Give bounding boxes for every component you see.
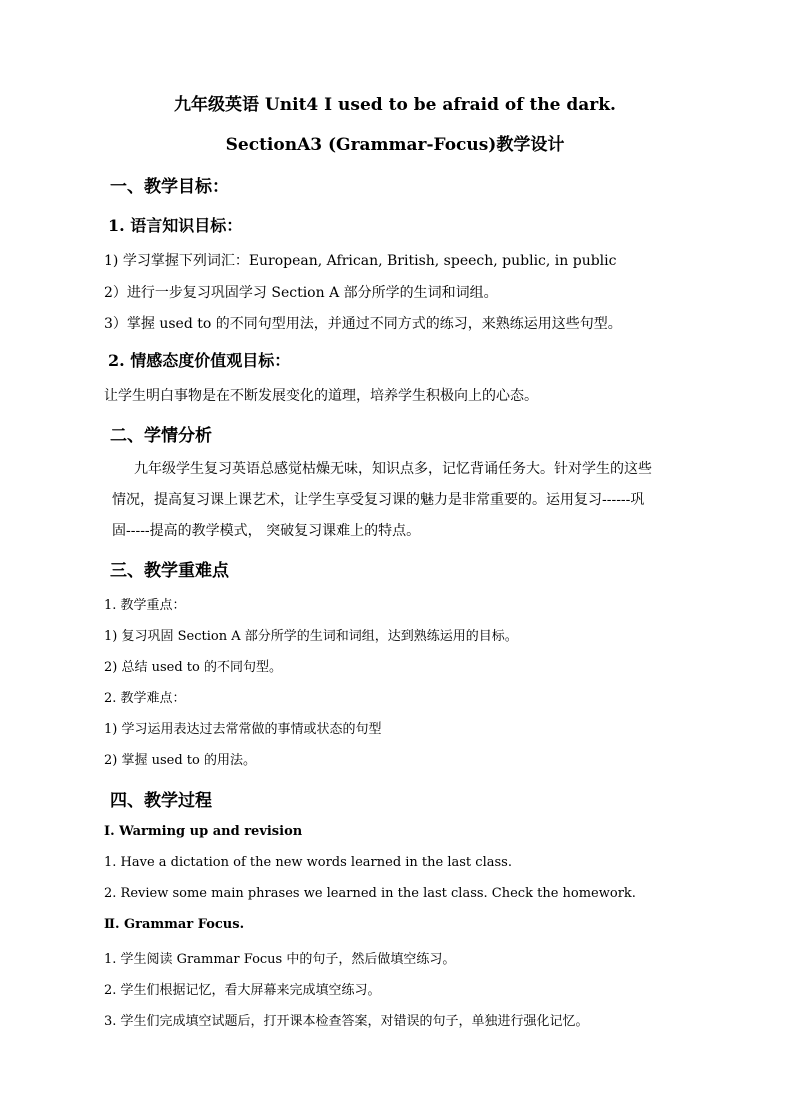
key-point-line: 2) 总结 used to 的不同句型。 xyxy=(104,660,282,675)
section-heading-key-points: 三、教学重难点 xyxy=(110,561,229,581)
process-step-line: 2. Review some main phrases we learned in the last class. Check the homework. xyxy=(104,886,636,901)
section-heading-student-analysis: 二、学情分析 xyxy=(110,426,212,446)
key-point-line: 1) 学习运用表达过去常常做的事情或状态的句型 xyxy=(104,722,382,737)
process-step-line: 1. 学生阅读 Grammar Focus 中的句子，然后做填空练习。 xyxy=(104,952,456,967)
subheading-language-objectives: 1. 语言知识目标： xyxy=(108,216,243,235)
process-step-line: 3. 学生们完成填空试题后，打开课本检查答案，对错误的句子，单独进行强化记忆。 xyxy=(104,1014,589,1029)
process-step-line: 1. Have a dictation of the new words learned in the last class. xyxy=(104,855,512,870)
section-heading-objectives: 一、教学目标： xyxy=(110,177,229,197)
document-title-line-2: SectionA3 (Grammar-Focus)教学设计 xyxy=(225,135,565,155)
key-point-line: 1. 教学重点： xyxy=(104,598,186,613)
analysis-paragraph-line: 固-----提高的教学模式， 突破复习课难上的特点。 xyxy=(112,523,421,539)
process-step-heading: Ⅱ. Grammar Focus. xyxy=(104,917,245,932)
objective-item: 1) 学习掌握下列词汇：European, African, British, speech, public, in public xyxy=(104,253,617,269)
subheading-attitude-objectives: 2. 情感态度价值观目标： xyxy=(108,351,291,370)
key-point-line: 1) 复习巩固 Section A 部分所学的生词和词组，达到熟练运用的目标。 xyxy=(104,629,518,644)
section-heading-teaching-process: 四、教学过程 xyxy=(110,791,212,811)
key-point-line: 2) 掌握 used to 的用法。 xyxy=(104,753,256,768)
key-point-line: 2. 教学难点： xyxy=(104,691,186,706)
analysis-paragraph-line: 九年级学生复习英语总感觉枯燥无味，知识点多，记忆背诵任务大。针对学生的这些 xyxy=(134,461,652,477)
process-step-line: 2. 学生们根据记忆，看大屏幕来完成填空练习。 xyxy=(104,983,381,998)
process-step-heading: Ⅰ. Warming up and revision xyxy=(104,824,303,839)
attitude-objective-text: 让学生明白事物是在不断发展变化的道理，培养学生积极向上的心态。 xyxy=(104,388,538,404)
objective-item: 2）进行一步复习巩固学习 Section A 部分所学的生词和词组。 xyxy=(104,285,498,301)
analysis-paragraph-line: 情况，提高复习课上课艺术，让学生享受复习课的魅力是非常重要的。运用复习------巩 xyxy=(112,492,645,508)
objective-item: 3）掌握 used to 的不同句型用法，并通过不同方式的练习，来熟练运用这些句型。 xyxy=(104,316,622,332)
document-title-line-1: 九年级英语 Unit4 I used to be afraid of the dark. xyxy=(174,95,616,115)
